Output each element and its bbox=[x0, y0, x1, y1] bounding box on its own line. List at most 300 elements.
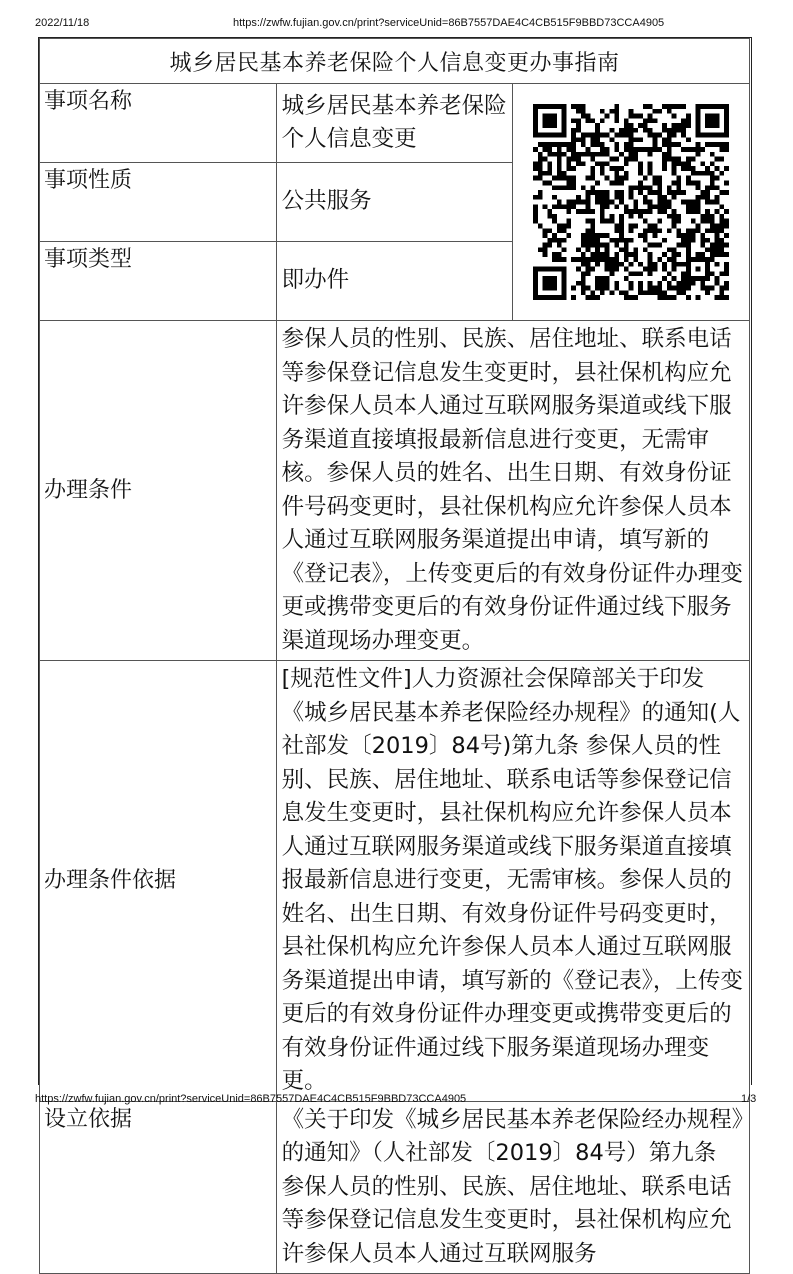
qr-module bbox=[586, 243, 591, 248]
qr-module bbox=[605, 267, 610, 272]
qr-module bbox=[715, 233, 720, 238]
qr-module bbox=[724, 295, 729, 300]
qr-module bbox=[710, 228, 715, 233]
qr-module bbox=[619, 180, 624, 185]
value-legal-basis: 《关于印发《城乡居民基本养老保险经办规程》的通知》（人社部发〔2019〕84号）第九条 参保人员的性别、民族、居住地址、联系电话等参保登记信息发生变更时，县社保机构应允许参保人员本人通过互联网服务 bbox=[276, 1101, 749, 1274]
qr-module bbox=[624, 238, 629, 243]
qr-module bbox=[696, 114, 701, 119]
qr-module bbox=[586, 286, 591, 291]
value-conditions: 参保人员的性别、民族、居住地址、联系电话等参保登记信息发生变更时，县社保机构应允许参保人员本人通过互联网服务渠道或线下服务渠道直接填报最新信息进行变更，无需审核。参保人员的姓名、出生日期、有效身份证件号码变更时，县社保机构应允许参保人员本人通过互联网服务渠道提出申请，填写新的《登记表》，上传变更后的有效身份证件办理变更或携带变更后的有效身份证件通过线下服务渠道现场办理变更。 bbox=[276, 321, 749, 661]
qr-module bbox=[638, 290, 643, 295]
qr-module bbox=[638, 123, 643, 128]
qr-module bbox=[638, 190, 643, 195]
qr-module bbox=[614, 257, 619, 262]
qr-module bbox=[720, 104, 725, 109]
qr-module bbox=[605, 204, 610, 209]
qr-module bbox=[576, 161, 581, 166]
qr-module bbox=[681, 281, 686, 286]
qr-module bbox=[614, 224, 619, 229]
qr-module bbox=[586, 233, 591, 238]
qr-module bbox=[643, 233, 648, 238]
qr-module bbox=[567, 200, 572, 205]
qr-module bbox=[552, 133, 557, 138]
qr-module bbox=[552, 114, 557, 119]
qr-module bbox=[648, 209, 653, 214]
qr-module bbox=[543, 180, 548, 185]
qr-module bbox=[686, 123, 691, 128]
qr-module bbox=[614, 243, 619, 248]
qr-module bbox=[677, 219, 682, 224]
qr-module bbox=[557, 152, 562, 157]
qr-module bbox=[610, 200, 615, 205]
qr-module bbox=[614, 281, 619, 286]
qr-module bbox=[600, 204, 605, 209]
qr-module bbox=[600, 276, 605, 281]
qr-module bbox=[562, 114, 567, 119]
qr-module bbox=[624, 118, 629, 123]
qr-module bbox=[581, 290, 586, 295]
qr-module bbox=[705, 219, 710, 224]
qr-module bbox=[543, 243, 548, 248]
qr-module bbox=[634, 247, 639, 252]
qr-module bbox=[547, 238, 552, 243]
qr-module bbox=[710, 252, 715, 257]
qr-module bbox=[648, 114, 653, 119]
qr-module bbox=[547, 281, 552, 286]
qr-module bbox=[610, 180, 615, 185]
qr-module bbox=[720, 219, 725, 224]
qr-module bbox=[648, 252, 653, 257]
qr-module bbox=[538, 152, 543, 157]
qr-module bbox=[600, 290, 605, 295]
qr-module bbox=[634, 114, 639, 119]
qr-module bbox=[576, 200, 581, 205]
qr-module bbox=[715, 185, 720, 190]
qr-module bbox=[533, 104, 538, 109]
qr-module bbox=[552, 204, 557, 209]
qr-module bbox=[538, 190, 543, 195]
qr-module bbox=[705, 200, 710, 205]
qr-module bbox=[672, 262, 677, 267]
qr-module bbox=[720, 204, 725, 209]
qr-module bbox=[667, 214, 672, 219]
qr-module bbox=[538, 161, 543, 166]
qr-module bbox=[634, 128, 639, 133]
qr-module bbox=[614, 262, 619, 267]
qr-module bbox=[600, 286, 605, 291]
qr-module bbox=[672, 128, 677, 133]
qr-module bbox=[653, 204, 658, 209]
qr-module bbox=[538, 166, 543, 171]
qr-module bbox=[686, 262, 691, 267]
qr-module bbox=[591, 142, 596, 147]
qr-module bbox=[634, 185, 639, 190]
qr-module bbox=[653, 176, 658, 181]
qr-module bbox=[610, 238, 615, 243]
qr-module bbox=[705, 209, 710, 214]
qr-module bbox=[629, 190, 634, 195]
qr-module bbox=[686, 243, 691, 248]
qr-module bbox=[581, 185, 586, 190]
qr-module bbox=[624, 142, 629, 147]
qr-module bbox=[538, 267, 543, 272]
qr-module bbox=[667, 109, 672, 114]
qr-module bbox=[605, 133, 610, 138]
qr-module bbox=[700, 195, 705, 200]
qr-module bbox=[653, 286, 658, 291]
qr-module bbox=[696, 104, 701, 109]
qr-module bbox=[672, 157, 677, 162]
qr-module bbox=[576, 137, 581, 142]
qr-module bbox=[710, 161, 715, 166]
qr-module bbox=[533, 114, 538, 119]
qr-module bbox=[715, 295, 720, 300]
qr-module bbox=[562, 267, 567, 272]
qr-module bbox=[543, 114, 548, 119]
qr-module bbox=[629, 252, 634, 257]
qr-module bbox=[619, 247, 624, 252]
qr-module bbox=[533, 281, 538, 286]
qr-module bbox=[571, 104, 576, 109]
qr-module bbox=[624, 204, 629, 209]
qr-module bbox=[543, 204, 548, 209]
qr-module bbox=[600, 190, 605, 195]
qr-module bbox=[595, 233, 600, 238]
qr-module bbox=[691, 228, 696, 233]
qr-module bbox=[547, 161, 552, 166]
qr-module bbox=[705, 185, 710, 190]
qr-module bbox=[691, 200, 696, 205]
qr-module bbox=[533, 118, 538, 123]
qr-module bbox=[681, 286, 686, 291]
qr-module bbox=[533, 271, 538, 276]
qr-code-icon bbox=[533, 104, 729, 300]
qr-module bbox=[571, 142, 576, 147]
qr-module bbox=[724, 128, 729, 133]
qr-module bbox=[629, 295, 634, 300]
qr-module bbox=[591, 233, 596, 238]
qr-module bbox=[715, 252, 720, 257]
qr-module bbox=[710, 224, 715, 229]
qr-module bbox=[595, 190, 600, 195]
qr-module bbox=[533, 166, 538, 171]
qr-module bbox=[677, 142, 682, 147]
qr-module bbox=[557, 133, 562, 138]
qr-module bbox=[724, 286, 729, 291]
qr-module bbox=[700, 133, 705, 138]
qr-module bbox=[581, 152, 586, 157]
qr-module bbox=[705, 271, 710, 276]
qr-module bbox=[667, 271, 672, 276]
qr-module bbox=[591, 137, 596, 142]
qr-module bbox=[586, 228, 591, 233]
qr-module bbox=[571, 180, 576, 185]
qr-module bbox=[533, 276, 538, 281]
qr-module bbox=[720, 214, 725, 219]
qr-module bbox=[538, 142, 543, 147]
qr-module bbox=[667, 295, 672, 300]
qr-module bbox=[705, 166, 710, 171]
qr-module bbox=[610, 214, 615, 219]
qr-module bbox=[543, 123, 548, 128]
qr-module bbox=[624, 128, 629, 133]
qr-module bbox=[720, 295, 725, 300]
qr-module bbox=[614, 267, 619, 272]
qr-module bbox=[662, 123, 667, 128]
qr-module bbox=[691, 238, 696, 243]
qr-module bbox=[557, 228, 562, 233]
qr-module bbox=[586, 209, 591, 214]
qr-module bbox=[657, 195, 662, 200]
qr-module bbox=[662, 137, 667, 142]
qr-module bbox=[619, 176, 624, 181]
qr-module bbox=[600, 118, 605, 123]
qr-module bbox=[581, 276, 586, 281]
qr-module bbox=[571, 257, 576, 262]
qr-module bbox=[610, 128, 615, 133]
qr-module bbox=[672, 224, 677, 229]
label-item-type: 事项类型 bbox=[40, 242, 277, 321]
qr-module bbox=[681, 238, 686, 243]
qr-module bbox=[657, 190, 662, 195]
qr-module bbox=[624, 267, 629, 272]
qr-module bbox=[657, 286, 662, 291]
qr-module bbox=[681, 190, 686, 195]
qr-module bbox=[610, 166, 615, 171]
qr-module bbox=[720, 252, 725, 257]
qr-module bbox=[591, 219, 596, 224]
qr-module bbox=[672, 247, 677, 252]
qr-module bbox=[686, 295, 691, 300]
qr-module bbox=[629, 123, 634, 128]
qr-module bbox=[557, 171, 562, 176]
qr-module bbox=[648, 104, 653, 109]
qr-module bbox=[715, 262, 720, 267]
qr-module bbox=[557, 257, 562, 262]
qr-module bbox=[533, 147, 538, 152]
qr-module bbox=[653, 228, 658, 233]
qr-module bbox=[543, 281, 548, 286]
qr-module bbox=[638, 147, 643, 152]
qr-module bbox=[538, 224, 543, 229]
qr-module bbox=[600, 257, 605, 262]
label-item-nature: 事项性质 bbox=[40, 163, 277, 242]
qr-module bbox=[643, 200, 648, 205]
qr-module bbox=[643, 195, 648, 200]
qr-module bbox=[710, 271, 715, 276]
qr-module bbox=[538, 247, 543, 252]
qr-module bbox=[715, 195, 720, 200]
qr-module bbox=[648, 257, 653, 262]
label-item-name: 事项名称 bbox=[40, 84, 277, 163]
qr-module bbox=[634, 252, 639, 257]
qr-module bbox=[653, 233, 658, 238]
qr-module bbox=[724, 271, 729, 276]
qr-module bbox=[672, 104, 677, 109]
qr-module bbox=[552, 118, 557, 123]
qr-module bbox=[715, 238, 720, 243]
qr-module bbox=[634, 224, 639, 229]
label-conditions: 办理条件 bbox=[40, 321, 277, 661]
qr-module bbox=[710, 104, 715, 109]
qr-module bbox=[696, 228, 701, 233]
qr-module bbox=[600, 209, 605, 214]
qr-module bbox=[614, 104, 619, 109]
qr-module bbox=[686, 209, 691, 214]
qr-module bbox=[605, 147, 610, 152]
qr-module bbox=[629, 152, 634, 157]
qr-module bbox=[629, 262, 634, 267]
qr-module bbox=[538, 104, 543, 109]
qr-module bbox=[586, 271, 591, 276]
qr-module bbox=[629, 128, 634, 133]
qr-module bbox=[667, 137, 672, 142]
qr-module bbox=[667, 204, 672, 209]
qr-module bbox=[653, 118, 658, 123]
qr-module bbox=[586, 262, 591, 267]
qr-module bbox=[710, 257, 715, 262]
qr-module bbox=[624, 176, 629, 181]
qr-module bbox=[724, 114, 729, 119]
qr-module bbox=[667, 281, 672, 286]
qr-module bbox=[571, 137, 576, 142]
qr-module bbox=[547, 166, 552, 171]
qr-module bbox=[595, 262, 600, 267]
qr-module bbox=[696, 128, 701, 133]
qr-module bbox=[624, 243, 629, 248]
qr-module bbox=[562, 290, 567, 295]
qr-module bbox=[705, 171, 710, 176]
qr-module bbox=[552, 276, 557, 281]
qr-module bbox=[657, 109, 662, 114]
qr-module bbox=[662, 142, 667, 147]
qr-module bbox=[677, 185, 682, 190]
qr-module bbox=[552, 214, 557, 219]
qr-module bbox=[619, 238, 624, 243]
qr-module bbox=[720, 147, 725, 152]
qr-module bbox=[696, 152, 701, 157]
qr-module bbox=[552, 123, 557, 128]
qr-module bbox=[667, 185, 672, 190]
qr-module bbox=[533, 109, 538, 114]
qr-module bbox=[715, 157, 720, 162]
qr-module bbox=[677, 157, 682, 162]
qr-module bbox=[600, 152, 605, 157]
qr-module bbox=[533, 290, 538, 295]
qr-module bbox=[614, 114, 619, 119]
qr-code-cell bbox=[513, 84, 750, 321]
qr-module bbox=[648, 286, 653, 291]
qr-module bbox=[643, 219, 648, 224]
qr-module bbox=[691, 180, 696, 185]
qr-module bbox=[672, 166, 677, 171]
qr-module bbox=[629, 286, 634, 291]
qr-module bbox=[700, 286, 705, 291]
qr-module bbox=[653, 147, 658, 152]
qr-module bbox=[547, 133, 552, 138]
qr-module bbox=[657, 185, 662, 190]
qr-module bbox=[624, 276, 629, 281]
qr-module bbox=[672, 214, 677, 219]
qr-module bbox=[552, 195, 557, 200]
qr-module bbox=[724, 180, 729, 185]
qr-module bbox=[600, 147, 605, 152]
qr-module bbox=[696, 123, 701, 128]
qr-module bbox=[562, 238, 567, 243]
qr-module bbox=[696, 133, 701, 138]
qr-module bbox=[557, 252, 562, 257]
qr-module bbox=[638, 166, 643, 171]
qr-module bbox=[653, 142, 658, 147]
qr-module bbox=[715, 247, 720, 252]
qr-module bbox=[576, 281, 581, 286]
qr-module bbox=[724, 281, 729, 286]
qr-module bbox=[662, 238, 667, 243]
qr-module bbox=[576, 118, 581, 123]
qr-module bbox=[629, 224, 634, 229]
qr-module bbox=[724, 233, 729, 238]
qr-module bbox=[710, 142, 715, 147]
qr-module bbox=[533, 295, 538, 300]
label-legal-basis: 设立依据 bbox=[40, 1101, 277, 1274]
qr-module bbox=[610, 271, 615, 276]
qr-module bbox=[700, 190, 705, 195]
qr-module bbox=[686, 271, 691, 276]
qr-module bbox=[562, 204, 567, 209]
qr-module bbox=[710, 114, 715, 119]
qr-module bbox=[648, 243, 653, 248]
qr-module bbox=[634, 147, 639, 152]
qr-module bbox=[543, 147, 548, 152]
qr-module bbox=[715, 281, 720, 286]
qr-module bbox=[552, 286, 557, 291]
qr-module bbox=[662, 104, 667, 109]
qr-module bbox=[672, 190, 677, 195]
qr-module bbox=[619, 128, 624, 133]
qr-module bbox=[543, 252, 548, 257]
qr-module bbox=[662, 195, 667, 200]
qr-module bbox=[552, 267, 557, 272]
qr-module bbox=[672, 180, 677, 185]
qr-module bbox=[567, 176, 572, 181]
qr-module bbox=[691, 233, 696, 238]
qr-module bbox=[605, 219, 610, 224]
qr-module bbox=[567, 157, 572, 162]
qr-module bbox=[629, 209, 634, 214]
qr-module bbox=[715, 243, 720, 248]
qr-module bbox=[533, 161, 538, 166]
qr-module bbox=[672, 209, 677, 214]
qr-module bbox=[705, 214, 710, 219]
qr-module bbox=[562, 247, 567, 252]
qr-module bbox=[700, 219, 705, 224]
qr-module bbox=[591, 133, 596, 138]
qr-module bbox=[657, 219, 662, 224]
qr-module bbox=[600, 252, 605, 257]
qr-module bbox=[562, 128, 567, 133]
qr-module bbox=[634, 157, 639, 162]
qr-module bbox=[538, 176, 543, 181]
value-conditions-basis: [规范性文件]人力资源社会保障部关于印发《城乡居民基本养老保险经办规程》的通知(人社部发〔2019〕84号)第九条 参保人员的性别、民族、居住地址、联系电话等参保登记信息发生变更时，县社保机构应允许参保人员本人通过互联网服务渠道或线下服务渠道直接填报最新信息进行变更，无需审核。参保人员的姓名、出生日期、有效身份证件号码变更时，县社保机构应允许参保人员本人通过互联网服务渠道提出申请，填写新的《登记表》，上传变更后的有效身份证件办理变更或携带变更后的有效身份证件通过线下服务渠道现场办理变更。 bbox=[276, 661, 749, 1102]
qr-module bbox=[533, 176, 538, 181]
qr-module bbox=[686, 247, 691, 252]
qr-module bbox=[705, 238, 710, 243]
qr-module bbox=[610, 157, 615, 162]
qr-module bbox=[634, 204, 639, 209]
qr-module bbox=[576, 123, 581, 128]
qr-module bbox=[705, 142, 710, 147]
qr-module bbox=[715, 114, 720, 119]
